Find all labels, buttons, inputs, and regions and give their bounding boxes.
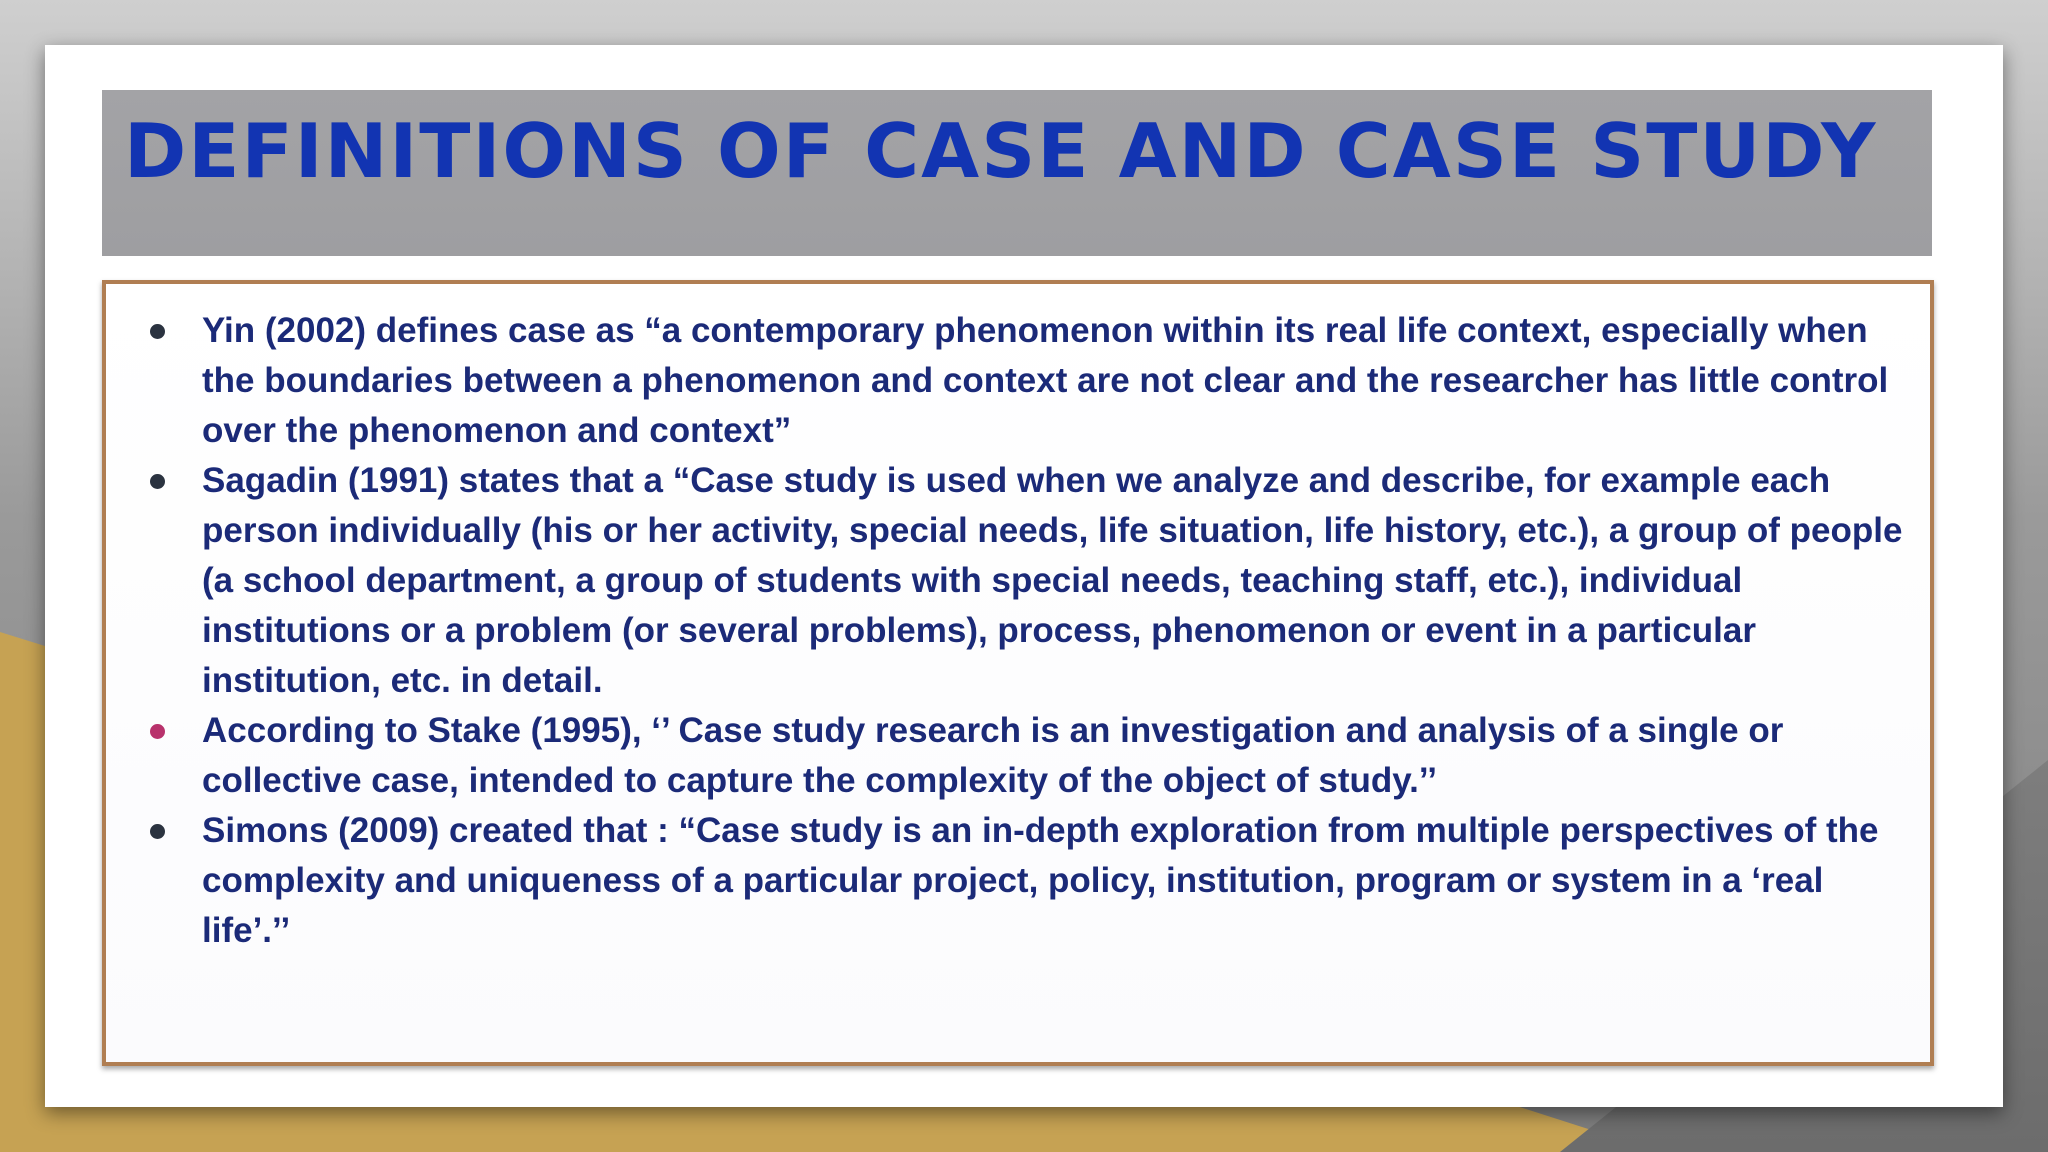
bullet-text: Sagadin (1991) states that a “Case study is used when we analyze and describe, for example each person individually (his or her activity, special needs, life situation, life history, etc.), a group of people (a school department, a group of students with special needs, teaching staff, etc.), individual institutions or a problem (or several problems), process, phenomenon or event in a particular institution, etc. in detail. [202,461,1903,700]
bullet-dot-icon [150,724,165,739]
bullet-item [106,706,1930,806]
content-box [102,280,1934,1066]
bullet-dot-icon [150,824,165,839]
bullet-text: According to Stake (1995), ‘’ Case study research is an investigation and analysis of a single or collective case, intended to capture the complexity of the object of study.’’ [202,711,1784,800]
bullet-text: Simons (2009) created that : “Case study is an in-depth exploration from multiple perspectives of the complexity and uniqueness of a particular project, policy, institution, program or system in a ‘real life’.’’ [202,811,1879,950]
slide [45,45,2003,1107]
bullet-item [106,806,1930,956]
bullet-text: Yin (2002) defines case as “a contemporary phenomenon within its real life context, especially when the boundaries between a phenomenon and context are not clear and the researcher has little control over the phenomenon and context” [202,311,1889,450]
bullet-item [106,306,1930,456]
bullet-dot-icon [150,474,165,489]
bullet-dot-icon [150,324,165,339]
slide-title: DEFINITIONS OF CASE AND CASE STUDY [124,107,1878,195]
title-bar [102,90,1932,256]
bullet-list [106,306,1930,956]
bullet-item [106,456,1930,706]
